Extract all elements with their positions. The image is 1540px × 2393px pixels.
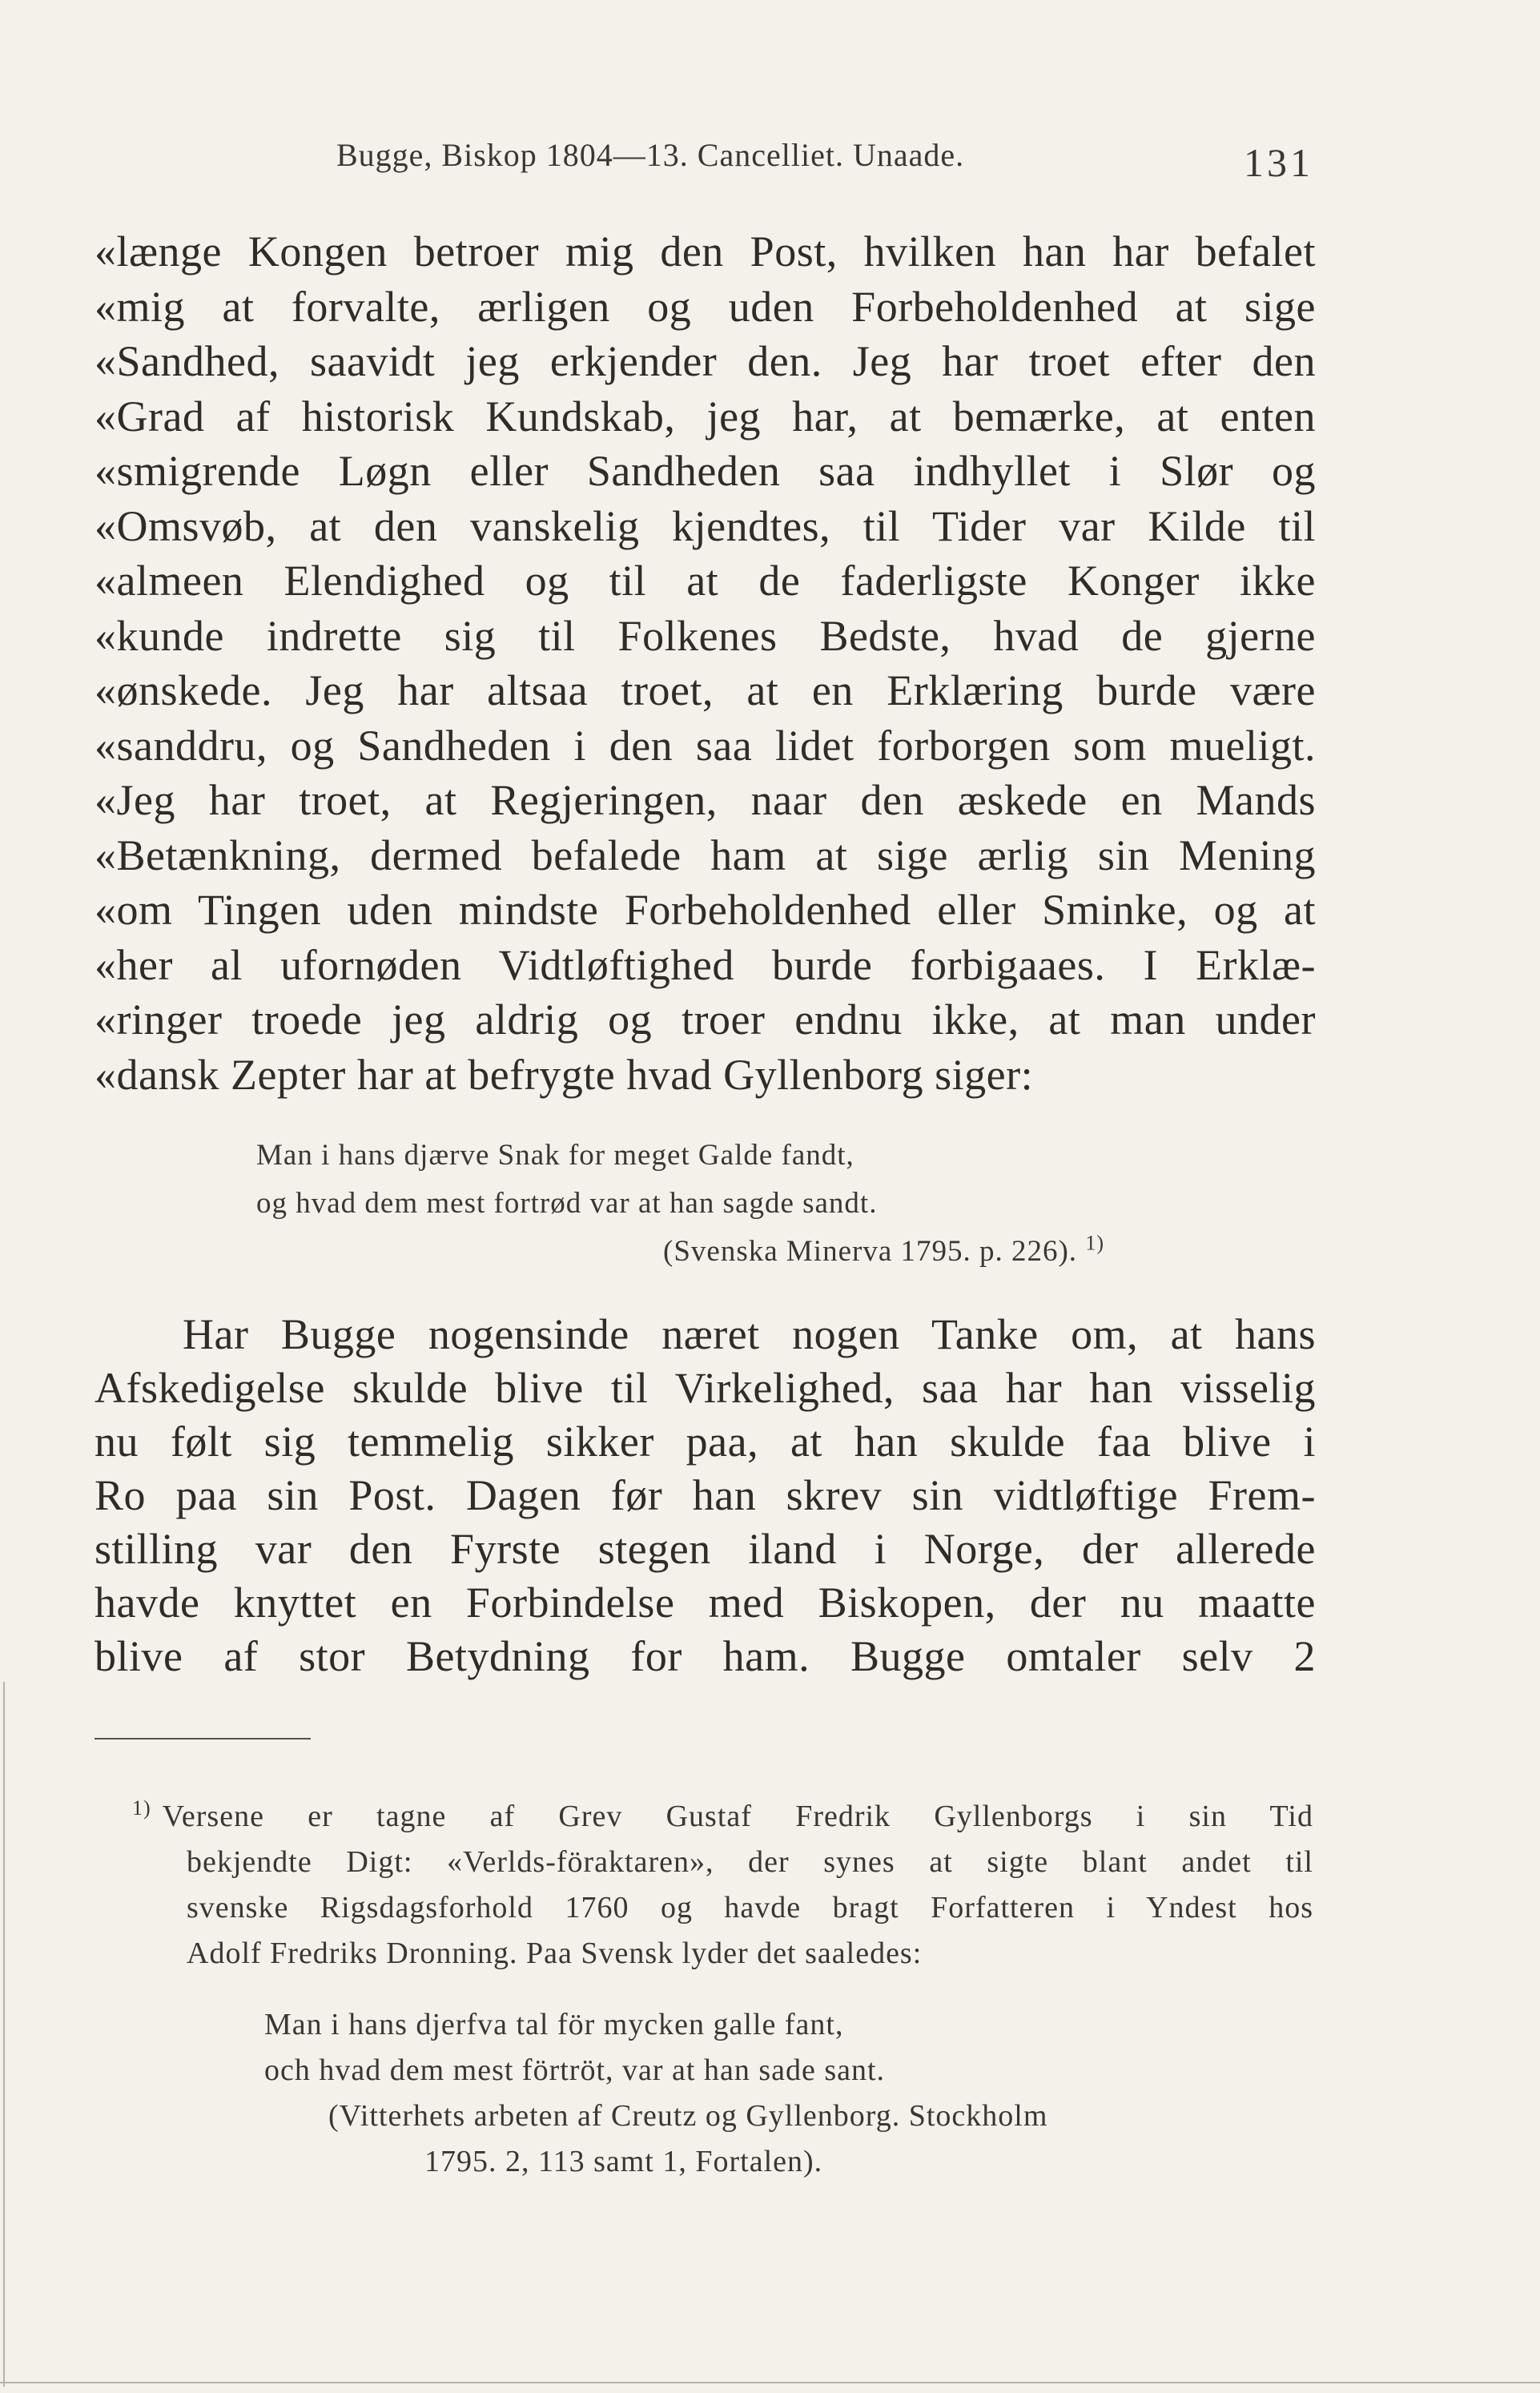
text-line: «Omsvøb, at den vanskelig kjendtes, til Tider var Kilde til: [94, 501, 1316, 550]
text-line: «smigrende Løgn eller Sandheden saa indhyllet i Slør og: [94, 447, 1316, 495]
footnote-text: Versene er tagne af Grev Gustaf Fredrik Gyllenborgs i sin Tid: [162, 1800, 1313, 1833]
text-line: «ringer troede jeg aldrig og troer endnu ikke, at man under: [94, 995, 1316, 1044]
footnote-verse-line: och hvad dem mest förtröt, var at han sade sant.: [264, 2053, 886, 2087]
text-line: blive af stor Betydning for ham. Bugge omtaler selv 2: [94, 1632, 1316, 1680]
page-header: [336, 136, 1345, 192]
text-line: Afskedigelse skulde blive til Virkelighed, saa har han visselig: [94, 1364, 1316, 1412]
text-line: nu følt sig temmelig sikker paa, at han skulde faa blive i: [94, 1418, 1316, 1466]
text-line: «her al ufornøden Vidtløftighed burde forbigaaes. I Erklæ-: [94, 940, 1316, 989]
text-line: «Grad af historisk Kundskab, jeg har, at bemærke, at enten: [94, 392, 1316, 440]
text-line: «kunde indrette sig til Folkenes Bedste, hvad de gjerne: [94, 611, 1316, 660]
footnote-reference: 1): [1085, 1231, 1104, 1255]
footnote-verse: [264, 2002, 1305, 2185]
text-line: havde knyttet en Forbindelse med Biskopen, der nu maatte: [94, 1579, 1316, 1627]
text-line: «ønskede. Jeg har altsaa troet, at en Erklæring burde være: [94, 666, 1316, 714]
footnote-citation: (Vitterhets arbeten af Creutz og Gyllenborg. Stockholm: [328, 2099, 1048, 2133]
footnote: [132, 1794, 1313, 1977]
scan-bottom-edge: [0, 2382, 1540, 2383]
verse-quote: [256, 1132, 1233, 1276]
text-line: «almeen Elendighed og til at de faderligste Konger ikke: [94, 557, 1316, 605]
main-paragraph: [94, 224, 1316, 1102]
text-line: «sanddru, og Sandheden i den saa lidet forborgen som mueligt.: [94, 721, 1316, 770]
text-line: stilling var den Fyrste stegen iland i Norge, der allerede: [94, 1525, 1316, 1573]
scan-gutter-edge: [3, 1682, 5, 2387]
verse-line: og hvad dem mest fortrød var at han sagde sandt.: [256, 1187, 878, 1220]
verse-line: Man i hans djærve Snak for meget Galde fandt,: [256, 1139, 854, 1172]
text-line: Har Bugge nogensinde næret nogen Tanke om, at hans: [183, 1310, 1316, 1358]
second-paragraph: [94, 1308, 1316, 1683]
text-line: Ro paa sin Post. Dagen før han skrev sin vidtløftige Frem-: [94, 1471, 1316, 1519]
running-head: Bugge, Biskop 1804—13. Cancelliet. Unaade.: [336, 137, 965, 173]
text-line: «mig at forvalte, ærligen og uden Forbeholdenhed at sige: [94, 282, 1316, 331]
verse-citation: [256, 1228, 1233, 1276]
footnote-citation: 1795. 2, 113 samt 1, Fortalen).: [424, 2145, 823, 2178]
text-line: «Betænkning, dermed befalede ham at sige ærlig sin Mening: [94, 831, 1316, 879]
citation-text: (Svenska Minerva 1795. p. 226).: [663, 1235, 1078, 1268]
text-line: «længe Kongen betroer mig den Post, hvilken han har befalet: [94, 227, 1316, 275]
text-line: «dansk Zepter har at befrygte hvad Gyllenborg siger:: [94, 1050, 1034, 1099]
footnote-verse-line: Man i hans djerfva tal för mycken galle fant,: [264, 2008, 844, 2041]
footnote-line: svenske Rigsdagsforhold 1760 og havde bragt Forfatteren i Yndest hos: [187, 1891, 1313, 1924]
footnote-line: [132, 1794, 1313, 1840]
text-line: «Jeg har troet, at Regjeringen, naar den æskede en Mands: [94, 776, 1316, 824]
footnote-line: bekjendte Digt: «Verlds-föraktaren», der synes at sigte blant andet til: [187, 1845, 1313, 1879]
footnote-marker: 1): [132, 1796, 151, 1820]
footnote-divider: [94, 1738, 311, 1739]
page-number: 131: [1244, 140, 1313, 185]
footnote-line: Adolf Fredriks Dronning. Paa Svensk lyder det saaledes:: [187, 1937, 923, 1970]
text-line: «om Tingen uden mindste Forbeholdenhed eller Sminke, og at: [94, 886, 1316, 934]
text-line: «Sandhed, saavidt jeg erkjender den. Jeg har troet efter den: [94, 337, 1316, 385]
